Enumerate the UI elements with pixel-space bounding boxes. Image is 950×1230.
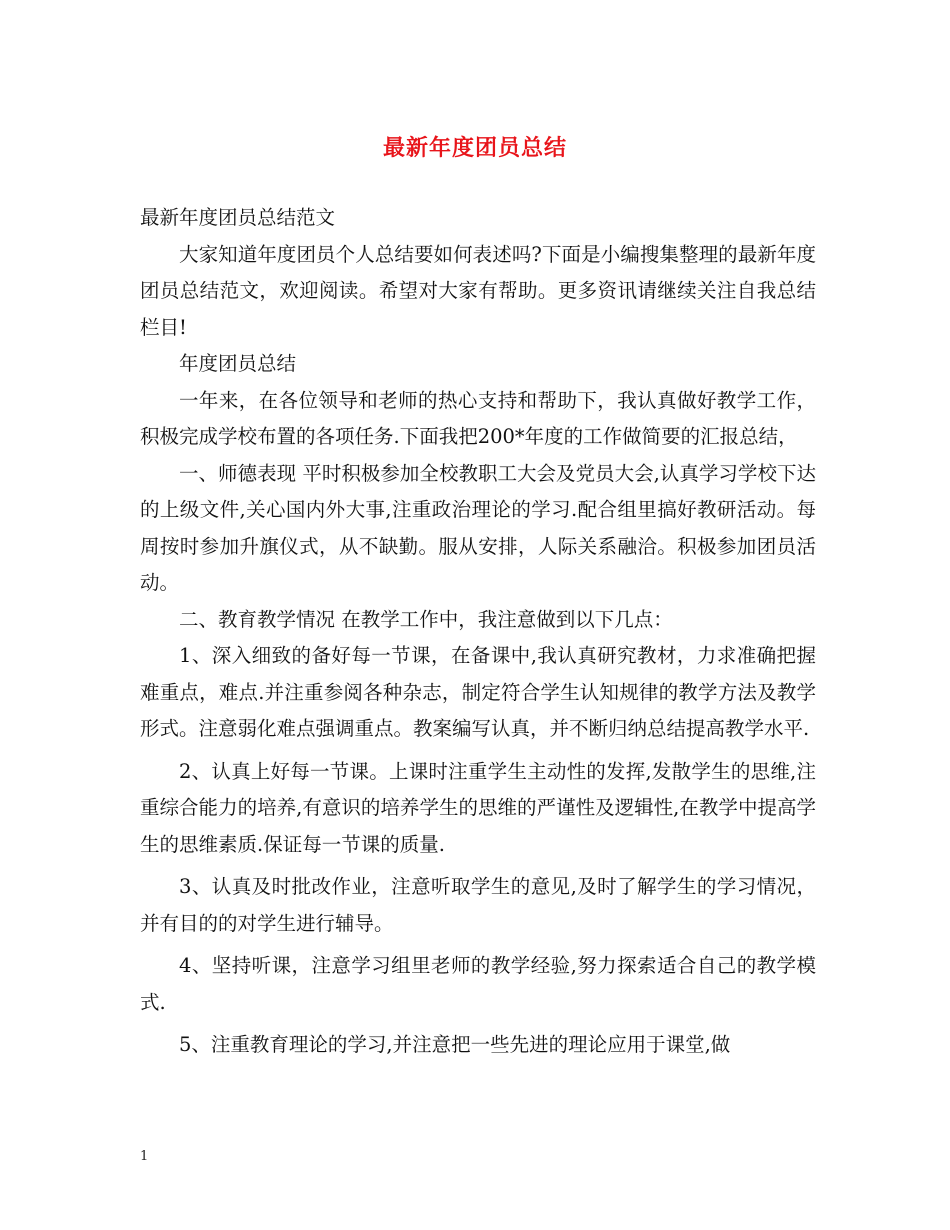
- body-paragraph: 3、认真及时批改作业，注意听取学生的意见,及时了解学生的学习情况，并有目的的对学生进行辅导。: [140, 875, 816, 935]
- page-number: 1: [140, 1149, 149, 1164]
- body-paragraph: 1、深入细致的备好每一节课，在备课中,我认真研究教材，力求准确把握难重点，难点.并注重参阅各种杂志，制定符合学生认知规律的教学方法及教学形式。注意弱化难点强调重点。教案编写认真，并不断归纳总结提高教学水平.: [140, 644, 816, 740]
- section-heading: 年度团员总结: [179, 352, 297, 375]
- body-paragraph: 5、注重教育理论的学习,并注意把一些先进的理论应用于课堂,做: [179, 1033, 731, 1056]
- document-title: 最新年度团员总结: [382, 135, 567, 161]
- body-paragraph: 一、师德表现 平时积极参加全校教职工大会及党员大会,认真学习学校下达的上级文件,关心国内外大事,注重政治理论的学习.配合组里搞好教研活动。每周按时参加升旗仪式，从不缺勤。服从安排，人际关系融洽。积极参加团员活动。: [140, 461, 816, 594]
- body-paragraph: 一年来，在各位领导和老师的热心支持和帮助下，我认真做好教学工作，积极完成学校布置的各项任务.下面我把200*年度的工作做简要的汇报总结，: [140, 388, 816, 448]
- body-paragraph: 二、教育教学情况 在教学工作中，我注意做到以下几点：: [179, 607, 673, 631]
- document-body: [140, 200, 816, 1064]
- body-paragraph: 2、认真上好每一节课。上课时注重学生主动性的发挥,发散学生的思维,注重综合能力的培养,有意识的培养学生的思维的严谨性及逻辑性,在教学中提高学生的思维素质.保证每一节课的质量.: [140, 759, 816, 856]
- intro-paragraph: 大家知道年度团员个人总结要如何表述吗?下面是小编搜集整理的最新年度团员总结范文，欢迎阅读。希望对大家有帮助。更多资讯请继续关注自我总结栏目!: [140, 242, 816, 339]
- body-paragraph: 4、坚持听课，注意学习组里老师的教学经验,努力探索适合自己的教学模式.: [140, 954, 816, 1014]
- subtitle-paragraph: 最新年度团员总结范文: [140, 206, 336, 229]
